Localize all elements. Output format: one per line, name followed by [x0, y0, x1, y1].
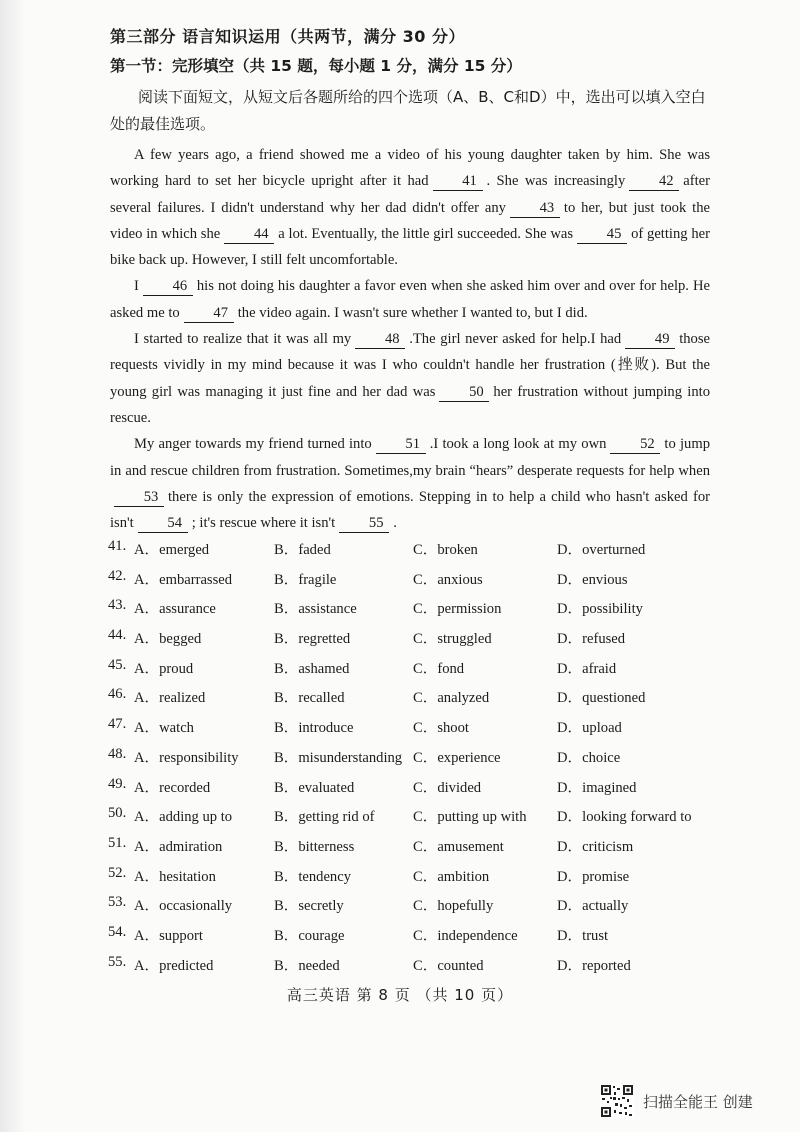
question-row — [108, 865, 718, 895]
paragraph-4 — [110, 431, 710, 536]
option-a: A．predicted — [134, 957, 214, 974]
question-row — [108, 746, 718, 776]
option-c: C．anxious — [413, 571, 483, 588]
question-row — [108, 657, 718, 687]
option-a: A．watch — [134, 720, 194, 737]
question-number: 55. — [108, 953, 127, 970]
passage-text: after several failures. I didn't understand why her dad didn't offer any — [110, 173, 710, 216]
blank-54: 54 — [138, 514, 188, 533]
paragraph-1 — [110, 142, 710, 273]
question-number: 52. — [108, 864, 127, 881]
option-d: D．reported — [557, 957, 631, 974]
option-c: C．fond — [413, 660, 465, 677]
passage-text: .The girl never asked for help.I had — [409, 331, 622, 348]
qr-code-icon — [600, 1084, 634, 1118]
option-a: A．recorded — [134, 779, 211, 796]
option-a: A．proud — [134, 660, 194, 677]
blank-41: 41 — [433, 172, 483, 191]
option-b: B．needed — [274, 957, 340, 974]
option-b: B．secretly — [274, 898, 344, 915]
passage-text: his not doing his daughter a favor even when she asked him over and over for help. He asked me to — [110, 278, 710, 321]
question-number: 42. — [108, 567, 127, 584]
option-b: B．assistance — [274, 601, 357, 618]
option-d: D．actually — [557, 898, 629, 915]
option-c: C．experience — [413, 749, 501, 766]
blank-52: 52 — [610, 435, 660, 454]
option-a: A．responsibility — [134, 749, 239, 766]
option-b: B．courage — [274, 927, 345, 944]
paragraph-2 — [110, 273, 710, 326]
option-d: D．choice — [557, 749, 621, 766]
answer-options — [108, 538, 718, 983]
option-b: B．introduce — [274, 720, 354, 737]
question-row — [108, 805, 718, 835]
option-b: B．bitterness — [274, 838, 355, 855]
option-d: D．criticism — [557, 838, 634, 855]
passage-text: My anger towards my friend turned into — [134, 436, 372, 453]
section-heading: 第三部分 语言知识运用（共两节，满分 30 分） — [110, 27, 465, 46]
option-d: D．upload — [557, 720, 622, 737]
option-c: C．struggled — [413, 631, 492, 648]
question-number: 49. — [108, 775, 127, 792]
question-row — [108, 568, 718, 598]
question-number: 46. — [108, 686, 127, 703]
option-a: A．emerged — [134, 542, 210, 558]
watermark-text: 扫描全能王 创建 — [643, 1093, 753, 1111]
passage-text: those requests vividly in my mind because it was I who couldn't handle her frustration (挫败). But the young girl was managing it just fine and her dad was — [110, 331, 710, 400]
scanner-watermark — [600, 1084, 790, 1118]
passage-text: the video again. I wasn't sure whether I wanted to, but I did. — [237, 304, 588, 321]
blank-42: 42 — [629, 172, 679, 191]
passage-text: a lot. Eventually, the little girl succeeded. She was — [278, 225, 574, 242]
passage-text: to her, but just took the video in which she — [110, 199, 710, 242]
scan-edge-shadow — [0, 0, 26, 1132]
option-a: A．realized — [134, 690, 206, 707]
passage-text: there is only the expression of emotions. Stepping in to help a child who hasn't asked for isn't — [110, 488, 710, 532]
option-d: D．looking forward to — [557, 809, 692, 826]
option-c: C．broken — [413, 542, 478, 558]
option-b: B．getting rid of — [274, 809, 375, 826]
option-d: D．questioned — [557, 690, 646, 707]
question-number: 51. — [108, 834, 127, 851]
question-row — [108, 538, 718, 568]
option-c: C．analyzed — [413, 690, 490, 707]
option-b: B．tendency — [274, 868, 352, 885]
blank-44: 44 — [224, 225, 274, 244]
option-b: B．ashamed — [274, 660, 350, 677]
passage-text: A few years ago, a friend showed me a video of his young daughter taken by him. She was working hard to set her bicycle upright after it had — [110, 147, 710, 190]
question-row — [108, 835, 718, 865]
blank-50: 50 — [439, 383, 489, 402]
instructions — [110, 84, 710, 138]
question-number: 50. — [108, 805, 127, 822]
cloze-passage — [110, 142, 710, 536]
question-number: 44. — [108, 627, 127, 644]
question-number: 43. — [108, 597, 127, 614]
option-d: D．afraid — [557, 660, 617, 677]
passage-text: I started to realize that it was all my — [134, 331, 352, 348]
option-d: D．possibility — [557, 601, 643, 618]
blank-47: 47 — [184, 304, 234, 323]
question-number: 45. — [108, 656, 127, 673]
passage-text: her frustration without jumping into rescue. — [110, 383, 710, 426]
paragraph-3 — [110, 326, 710, 431]
option-a: A．assurance — [134, 601, 216, 618]
option-b: B．evaluated — [274, 779, 355, 796]
subsection-heading: 第一节：完形填空（共 15 题，每小题 1 分，满分 15 分） — [110, 57, 522, 75]
option-a: A．begged — [134, 631, 202, 648]
question-number: 47. — [108, 716, 127, 733]
question-row — [108, 924, 718, 954]
blank-43: 43 — [510, 199, 560, 218]
question-row — [108, 776, 718, 806]
option-b: B．faded — [274, 542, 331, 558]
blank-55: 55 — [339, 514, 389, 533]
option-c: C．divided — [413, 779, 482, 796]
option-a: A．hesitation — [134, 868, 216, 885]
option-c: C．counted — [413, 957, 484, 974]
blank-53: 53 — [114, 488, 164, 507]
option-d: D．overturned — [557, 542, 646, 558]
option-d: D．envious — [557, 571, 628, 588]
passage-text: . — [393, 515, 397, 532]
passage-text: to jump in and rescue children from frustration. Sometimes,my brain “hears” desperate requests for help when — [110, 436, 710, 479]
option-c: C．ambition — [413, 868, 490, 885]
option-a: A．admiration — [134, 838, 223, 855]
option-c: C．permission — [413, 601, 502, 618]
option-c: C．independence — [413, 927, 518, 944]
page-footer: 高三英语 第 8 页 （共 10 页） — [286, 986, 514, 1004]
option-d: D．promise — [557, 868, 630, 885]
option-c: C．amusement — [413, 838, 504, 855]
question-row — [108, 686, 718, 716]
passage-text: of getting her bike back up. However, I still felt uncomfortable. — [110, 225, 710, 269]
blank-49: 49 — [625, 330, 675, 349]
question-row — [108, 954, 718, 984]
question-number: 54. — [108, 923, 127, 940]
option-b: B．misunderstanding — [274, 749, 403, 766]
option-a: A．occasionally — [134, 898, 233, 915]
question-row — [108, 597, 718, 627]
question-row — [108, 627, 718, 657]
passage-text: . She was increasingly — [486, 173, 626, 190]
instructions-text: 阅读下面短文，从短文后各题所给的四个选项（A、B、C和D）中，选出可以填入空白处的最佳选项。 — [110, 88, 706, 133]
blank-48: 48 — [355, 330, 405, 349]
option-c: C．putting up with — [413, 809, 527, 826]
option-b: B．fragile — [274, 571, 337, 588]
option-a: A．adding up to — [134, 809, 233, 826]
option-c: C．shoot — [413, 720, 469, 737]
question-number: 53. — [108, 894, 127, 911]
option-c: C．hopefully — [413, 898, 494, 915]
option-a: A．embarrassed — [134, 571, 233, 588]
blank-46: 46 — [143, 277, 193, 296]
passage-text: I — [134, 278, 139, 295]
question-number: 41. — [108, 538, 127, 554]
option-b: B．recalled — [274, 690, 345, 707]
question-row — [108, 894, 718, 924]
blank-45: 45 — [577, 225, 627, 244]
option-d: D．imagined — [557, 779, 637, 796]
option-d: D．trust — [557, 927, 609, 944]
option-a: A．support — [134, 927, 203, 944]
option-b: B．regretted — [274, 631, 351, 648]
passage-text: .I took a long look at my own — [429, 436, 607, 453]
question-row — [108, 716, 718, 746]
blank-51: 51 — [376, 435, 426, 454]
passage-text: ; it's rescue where it isn't — [191, 515, 336, 532]
question-number: 48. — [108, 745, 127, 762]
option-d: D．refused — [557, 631, 626, 648]
